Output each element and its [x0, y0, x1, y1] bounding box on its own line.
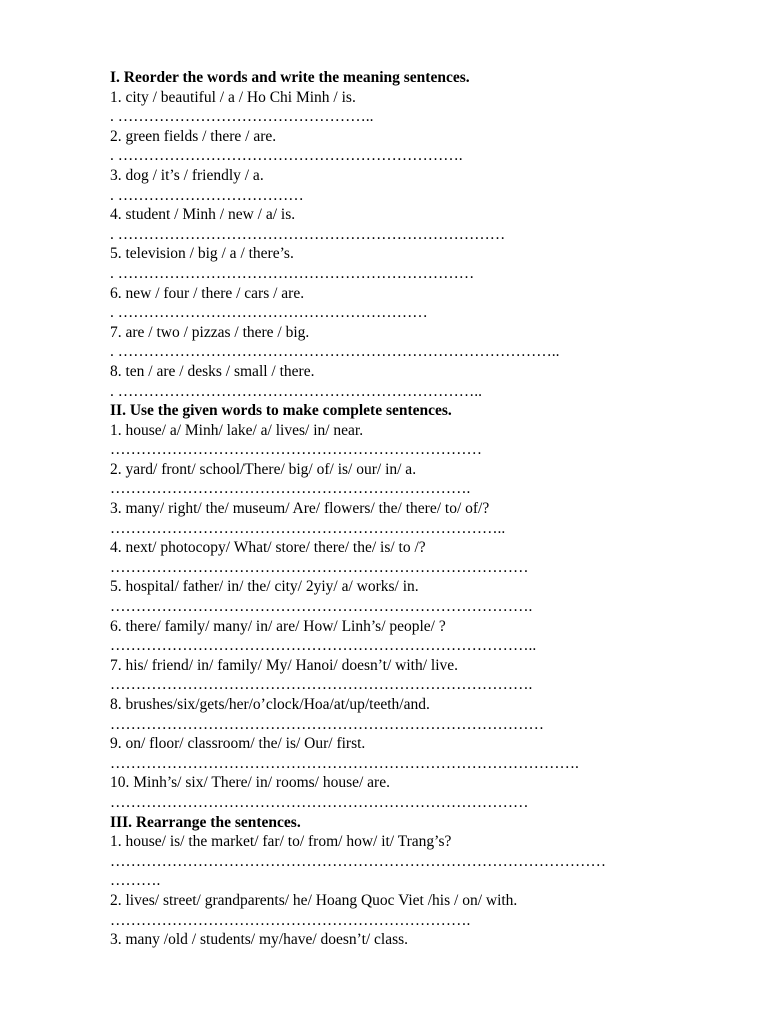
exercise-prompt: 1. house/ a/ Minh/ lake/ a/ lives/ in/ near. — [110, 421, 364, 439]
answer-blank-line: . …………………………………………………………. — [110, 147, 463, 165]
exercise-prompt: 9. on/ floor/ classroom/ the/ is/ Our/ first. — [110, 735, 366, 753]
answer-blank-line: ………………………………………………………………………. — [110, 598, 533, 616]
exercise-prompt: 2. lives/ street/ grandparents/ he/ Hoang Quoc Viet /his / on/ with. — [110, 891, 518, 909]
exercise-prompt: 8. ten / are / desks / small / there. — [110, 362, 315, 380]
exercise-prompt: 1. house/ is/ the market/ far/ to/ from/ how/ it/ Trang’s? — [110, 833, 452, 851]
exercise-prompt: 3. many /old / students/ my/have/ doesn’t/ class. — [110, 931, 409, 949]
answer-blank-line: . ………………………………………………………………… — [110, 225, 506, 243]
answer-blank-line: ……………………………………………………………… — [110, 441, 482, 459]
exercise-prompt: 7. are / two / pizzas / there / big. — [110, 323, 310, 341]
answer-blank-line: . …………………………………………………………… — [110, 264, 475, 282]
exercise-prompt: 6. there/ family/ many/ in/ are/ How/ Linh’s/ people/ ? — [110, 617, 446, 635]
exercise-prompt: 7. his/ friend/ in/ family/ My/ Hanoi/ doesn’t/ with/ live. — [110, 656, 459, 674]
section-heading: III. Rearrange the sentences. — [110, 813, 301, 831]
answer-blank-line: ………………………………………………………………………… — [110, 715, 544, 733]
exercise-prompt: 3. many/ right/ the/ museum/ Are/ flowers/ the/ there/ to/ of/? — [110, 500, 490, 518]
exercise-prompt: 2. yard/ front/ school/There/ big/ of/ is/ our/ in/ a. — [110, 460, 417, 478]
answer-blank-line: ……………………………………………………………. — [110, 911, 471, 929]
exercise-prompt: 3. dog / it’s / friendly / a. — [110, 166, 264, 184]
worksheet-page — [110, 68, 710, 950]
section-heading: I. Reorder the words and write the meaning sentences. — [110, 69, 470, 86]
exercise-prompt: 5. hospital/ father/ in/ the/ city/ 2yiy/ a/ works/ in. — [110, 578, 419, 596]
answer-blank-line: ……………………………………………………………………….. — [110, 637, 537, 655]
answer-blank-line: . …………………………………………………… — [110, 304, 428, 322]
exercise-prompt: 1. city / beautiful / a / Ho Chi Minh / is. — [110, 88, 356, 106]
answer-blank-line: …………………………………………………………………………………… — [110, 852, 606, 870]
exercise-prompt: 6. new / four / there / cars / are. — [110, 284, 305, 302]
answer-blank-line: ………………………………………………………………………. — [110, 676, 533, 694]
exercise-prompt: 10. Minh’s/ six/ There/ in/ rooms/ house/ are. — [110, 774, 390, 792]
exercise-prompt: 8. brushes/six/gets/her/o’clock/Hoa/at/up/teeth/and. — [110, 696, 430, 713]
answer-blank-line: ………………………………………………………………….. — [110, 519, 506, 537]
exercise-prompt: 5. television / big / a / there’s. — [110, 245, 294, 263]
answer-blank-line: ……………………………………………………………………… — [110, 558, 529, 576]
answer-blank-line: . ………………………………………….. — [110, 108, 374, 126]
exercise-prompt: 4. next/ photocopy/ What/ store/ there/ the/ is/ to /? — [110, 539, 426, 557]
answer-blank-line: . ………………………………………………………………………….. — [110, 343, 560, 361]
answer-blank-line: . ……………………………… — [110, 186, 304, 204]
answer-blank-line: ………. — [110, 872, 161, 890]
exercise-prompt: 4. student / Minh / new / a/ is. — [110, 206, 296, 224]
section-heading: II. Use the given words to make complete sentences. — [110, 402, 452, 420]
answer-blank-line: . …………………………………………………………….. — [110, 382, 482, 400]
exercise-prompt: 2. green fields / there / are. — [110, 127, 277, 145]
answer-blank-line: ……………………………………………………………………… — [110, 793, 529, 811]
answer-blank-line: ………………………………………………………………………………. — [110, 754, 579, 772]
answer-blank-line: ……………………………………………………………. — [110, 480, 471, 498]
